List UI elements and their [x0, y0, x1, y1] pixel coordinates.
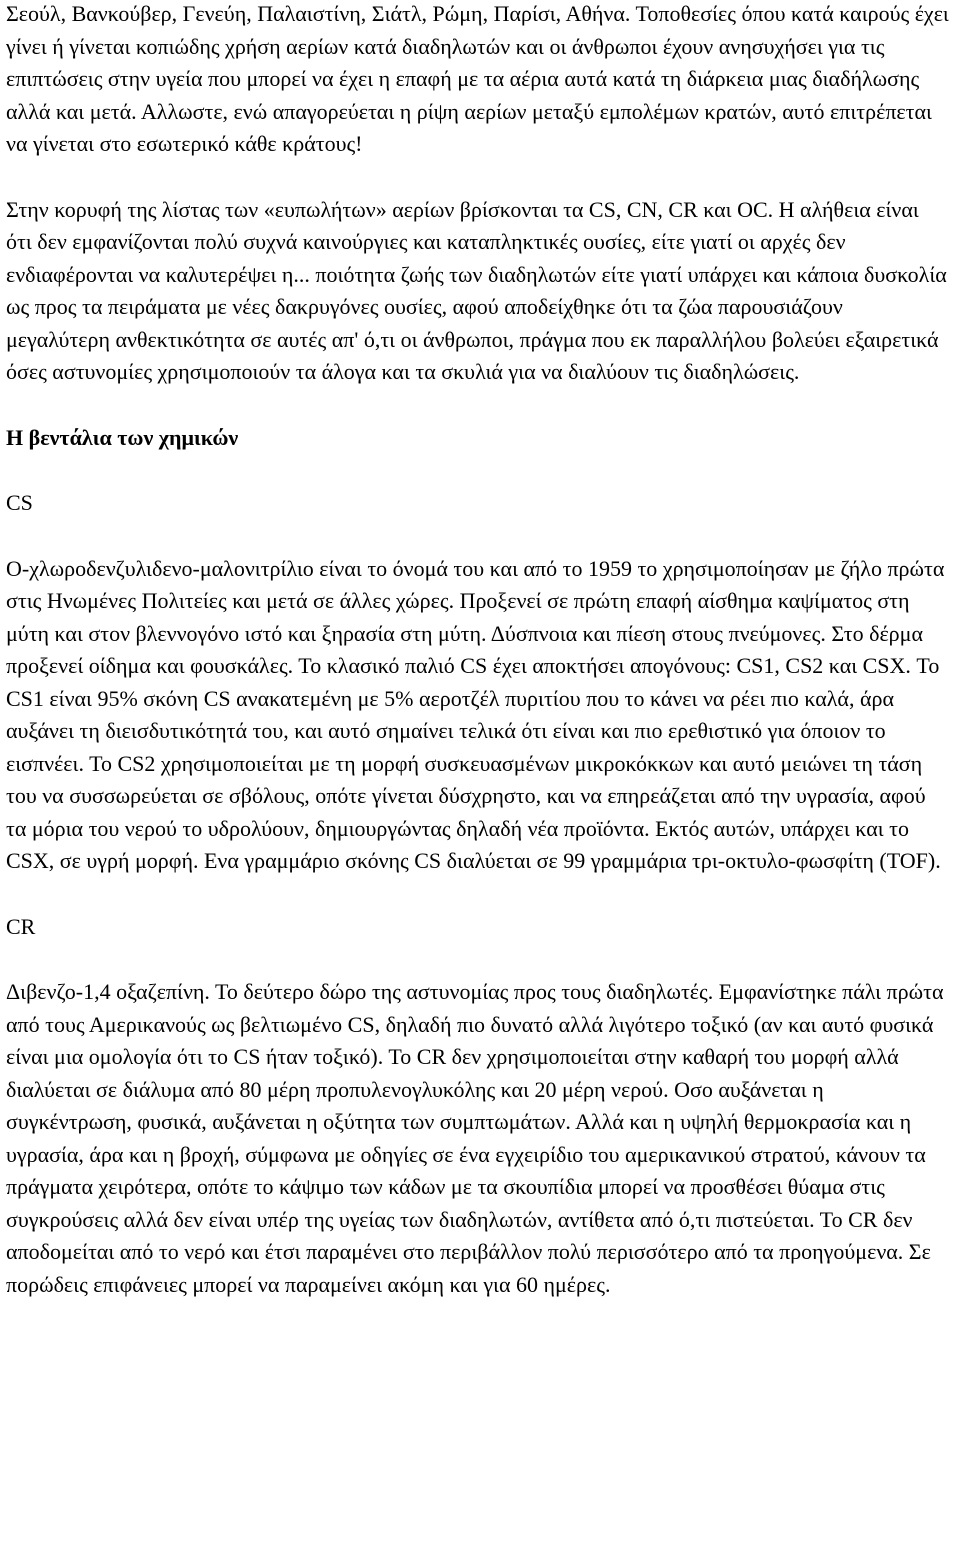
paragraph-gap [6, 454, 950, 487]
paragraph-gap [6, 389, 950, 422]
article-page [6, 0, 950, 1301]
intro-paragraph: Σεούλ, Βανκούβερ, Γενεύη, Παλαιστίνη, Σιάτλ, Ρώμη, Παρίσι, Αθήνα. Τοποθεσίες όπου κατά καιρούς έχει γίνει ή γίνεται κοπιώδης χρήση αερίων κατά διαδηλωτών και οι άνθρωποι έχουν ανησυχήσει για τις επιπτώσεις στην υγεία που μπορεί να έχει η επαφή με τα αέρια αυτά κατά τη διάρκεια μιας διαδήλωσης αλλά και μετά. Αλλωστε, ενώ απαγορεύεται η ρίψη αερίων μεταξύ εμπολέμων κρατών, αυτό επιτρέπεται να γίνεται στο εσωτερικό κάθε κράτους! [6, 1, 949, 156]
paragraph-gap [6, 878, 950, 911]
list-paragraph: Στην κορυφή της λίστας των «ευπωλήτων» αερίων βρίσκονται τα CS, CN, CR και OC. Η αλήθεια είναι ότι δεν εμφανίζονται πολύ συχνά καινούργιες και καταπληκτικές ουσίες, είτε γιατί οι αρχές δεν ενδιαφέρονται να καλυτερέψει η... ποιότητα ζωής των διαδηλωτών είτε γιατί υπάρχει και κάποια δυσκολία ως προς τα πειράματα με νέες δακρυγόνες ουσίες, αφού αποδείχθηκε ότι τα ζώα παρουσιάζουν μεγαλύτερη ανθεκτικότητα σε αυτές απ' ό,τι οι άνθρωποι, πράγμα που εκ παραλλήλου βολεύει εξαιρετικά όσες αστυνομίες χρησιμοποιούν τα άλογα και τα σκυλιά για να διαλύουν τις διαδηλώσεις. [6, 196, 947, 384]
cr-paragraph: Διβενζο-1,4 οξαζεπίνη. Το δεύτερο δώρο της αστυνομίας προς τους διαδηλωτές. Εμφανίστηκε πάλι πρώτα από τους Αμερικανούς ως βελτιωμένο CS, δηλαδή πιο δυνατό αλλά λιγότερο τοξικό (αν και αυτό φυσικά είναι μια ομολογία ότι το CS ήταν τοξικό). Το CR δεν χρησιμοποιείται στην καθαρή του μορφή αλλά διαλύεται σε διάλυμα από 80 μέρη προπυλενογλυκόλης και 20 μέρη νερού. Οσο αυξάνεται η συγκέντρωση, φυσικά, αυξάνεται η οξύτητα των συμπτωμάτων. Αλλά και η υψηλή θερμοκρασία και η υγρασία, άρα και η βροχή, σύμφωνα με οδηγίες σε ένα εγχειρίδιο του αμερικανικού στρατού, κάνουν τα πράγματα χειρότερα, οπότε το κάψιμο των κάδων με τα σκουπίδια μπορεί να προσθέσει θύαμα στις συγκρούσεις αλλά δεν είναι υπέρ της υγείας των διαδηλωτών, αντίθετα από ό,τι πιστεύεται. Το CR δεν αποδομείται από το νερό και έτσι παραμένει στο περιβάλλον πολύ περισσότερο από τα προηγούμενα. Σε πορώδεις επιφάνειες μπορεί να παραμείνει ακόμη και για 60 ημέρες. [6, 979, 944, 1297]
cs-paragraph: Ο-χλωροδενζυλιδενο-μαλονιτρίλιο είναι το όνομά του και από το 1959 το χρησιμοποίησαν με ζήλο πρώτα στις Ηνωμένες Πολιτείες και μετά σε άλλες χώρες. Προξενεί σε πρώτη επαφή αίσθημα καψίματος στη μύτη και στον βλεννογόνο ιστό και ξηρασία στη μύτη. Δύσπνοια και πίεση στους πνεύμονες. Στο δέρμα προξενεί οίδημα και φουσκάλες. Το κλασικό παλιό CS έχει αποκτήσει απογόνους: CS1, CS2 και CSX. Το CS1 είναι 95% σκόνη CS ανακατεμένη με 5% αεροτζέλ πυριτίου που το κάνει να ρέει πιο καλά, άρα αυξάνει τη διεισδυτικότητά του, και αυτό σημαίνει τελικά ότι είναι και πιο ερεθιστικό για όποιον το εισπνέει. Το CS2 χρησιμοποιείται με τη μορφή συσκευασμένων μικροκόκκων και αυτό μειώνει τη τάση του να συσσωρεύεται σε σβόλους, οπότε γίνεται δύσχρηστο, και να επηρεάζεται από την υγρασία, αφού τα μόρια του νερού το υδρολύουν, δημιουργώντας δηλαδή νέα προϊόντα. Εκτός αυτών, υπάρχει και το CSX, σε υγρή μορφή. Ενα γραμμάριο σκόνης CS διαλύεται σε 99 γραμμάρια τρι-οκτυλο-φωσφίτη (TOF). [6, 555, 945, 873]
section-heading: Η βεντάλια των χημικών [6, 424, 239, 450]
cs-heading: CS [6, 490, 33, 515]
paragraph-gap [6, 943, 950, 976]
paragraph-gap [6, 161, 950, 194]
cr-heading: CR [6, 913, 36, 939]
paragraph-gap [6, 520, 950, 553]
